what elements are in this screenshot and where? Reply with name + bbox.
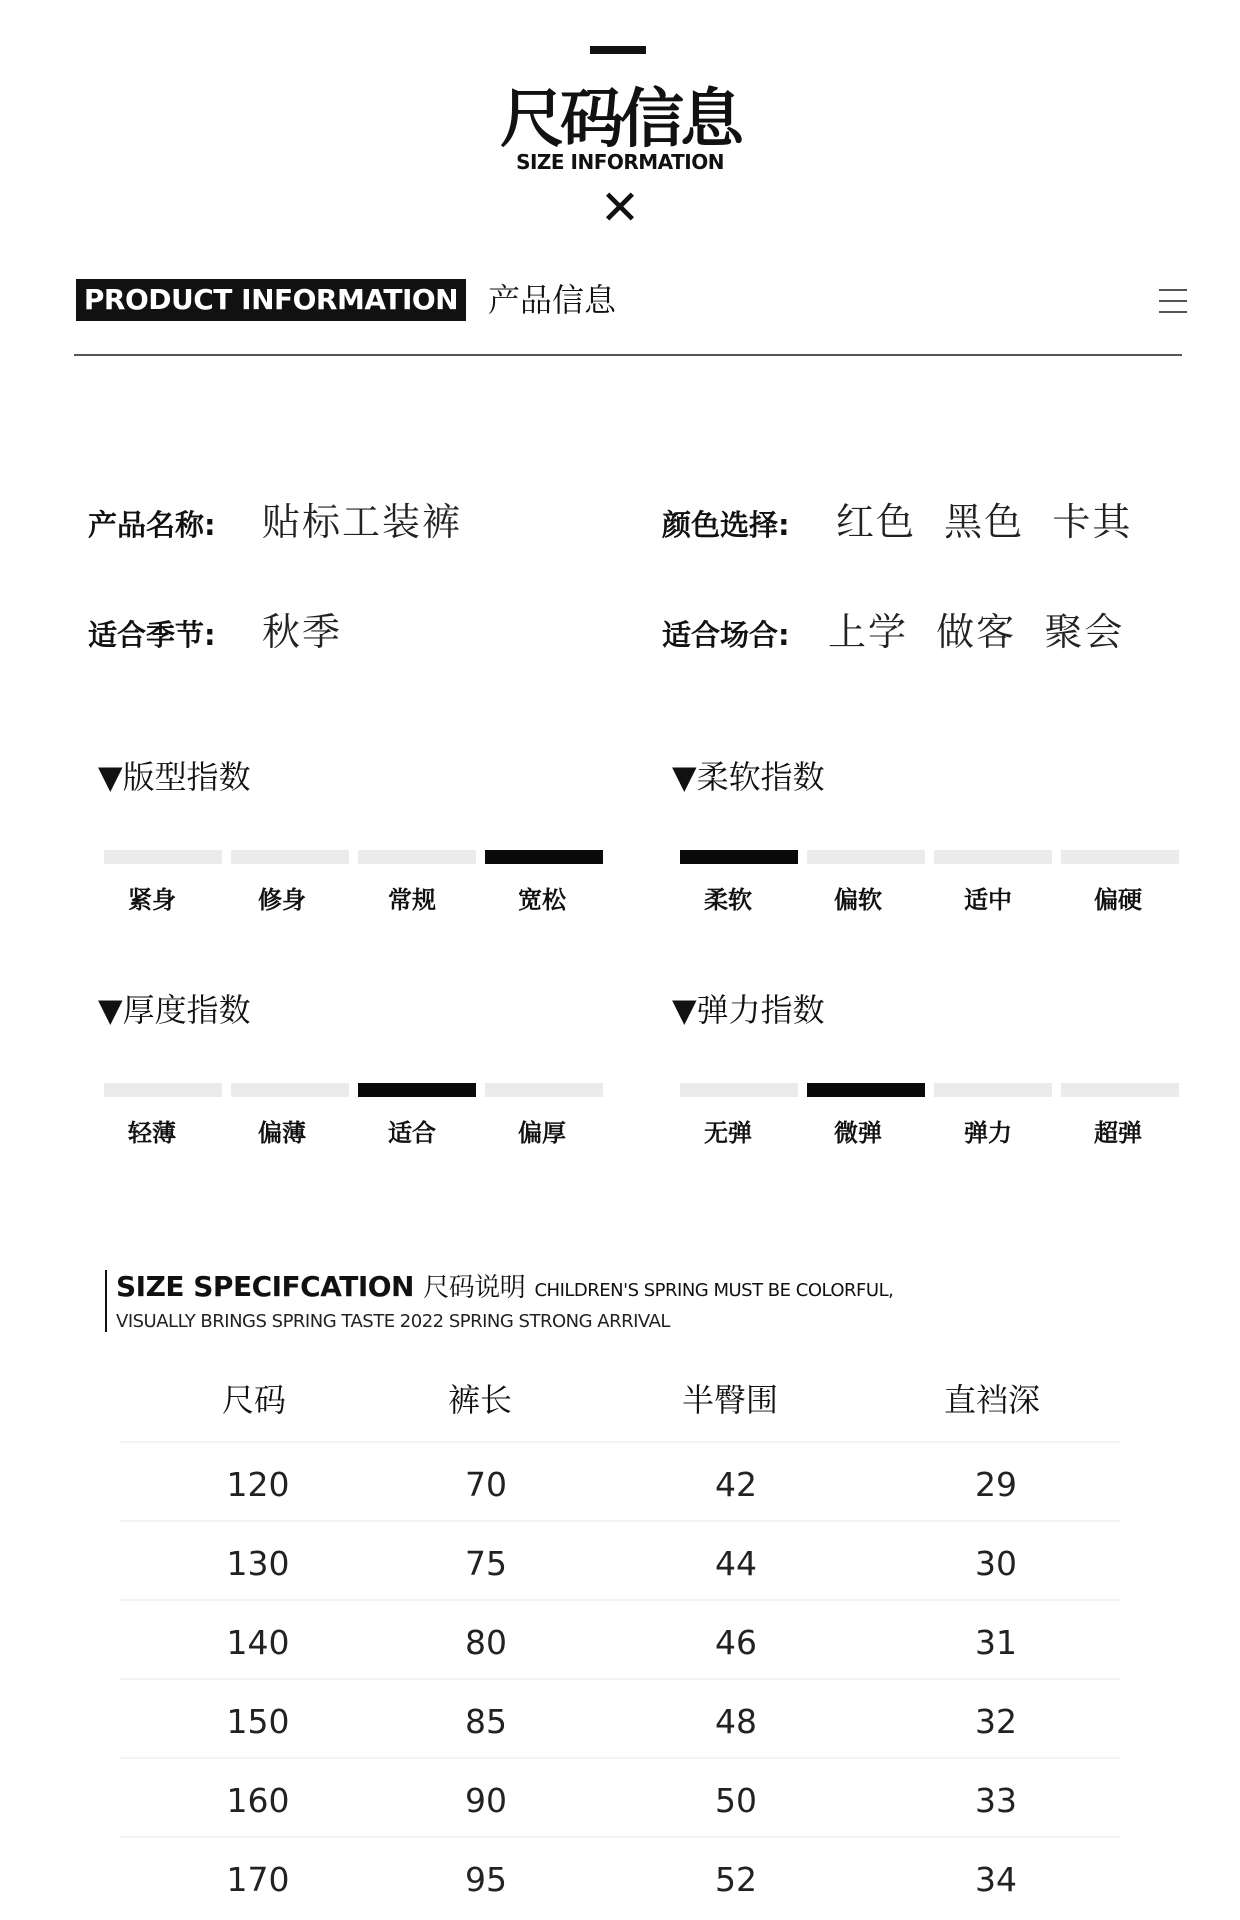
scale-segment [104,850,222,864]
scale-segment [104,1083,222,1097]
fit-option: 宽松 [518,886,566,914]
table-cell: 70 [465,1465,507,1504]
table-cell: 170 [226,1860,290,1899]
fit-index-title: ▼版型指数 [98,758,251,796]
scale-segment-selected [807,1083,925,1097]
table-cell: 46 [715,1623,757,1662]
column-header: 直裆深 [943,1381,1040,1419]
column-header: 裤长 [447,1381,512,1419]
table-cell: 31 [975,1623,1017,1662]
elasticity-option: 微弹 [834,1119,882,1147]
size-spec-heading [116,1270,893,1308]
season-value: 秋季 [262,610,343,654]
softness-index-title: ▼柔软指数 [672,758,825,796]
size-spec-title-en: SIZE SPECIFCATION [116,1270,414,1303]
thickness-option: 偏厚 [518,1119,566,1147]
thickness-option: 偏薄 [258,1119,306,1147]
table-cell: 130 [226,1544,290,1583]
table-cell: 85 [465,1702,507,1741]
spec-accent-rule [105,1270,107,1332]
product-information-cn-label: 产品信息 [488,281,617,319]
scale-segment [934,1083,1052,1097]
row-divider [120,1678,1120,1680]
scale-segment [358,850,476,864]
elasticity-index-title: ▼弹力指数 [672,991,825,1029]
table-cell: 29 [975,1465,1017,1504]
softness-index-scale [680,850,1180,864]
table-cell: 150 [226,1702,290,1741]
close-icon: ✕ [599,180,641,236]
table-cell: 120 [226,1465,290,1504]
row-divider [120,1757,1120,1759]
table-cell: 44 [715,1544,757,1583]
fit-option: 紧身 [128,886,176,914]
elasticity-index-scale [680,1083,1180,1097]
thickness-option: 轻薄 [128,1119,176,1147]
scale-segment [231,1083,349,1097]
column-header: 尺码 [221,1381,286,1419]
table-cell: 34 [975,1860,1017,1899]
scale-segment [1061,850,1179,864]
softness-option: 偏软 [834,886,882,914]
scale-segment [807,850,925,864]
table-cell: 80 [465,1623,507,1662]
row-divider [120,1599,1120,1601]
occasion-label: 适合场合: [662,618,790,652]
product-name-label: 产品名称: [88,508,216,542]
column-header: 半臀围 [681,1381,778,1419]
table-cell: 160 [226,1781,290,1820]
table-cell: 33 [975,1781,1017,1820]
header-top-bar [590,46,646,54]
fit-option: 常规 [388,886,436,914]
softness-option: 偏硬 [1094,886,1142,914]
page-subtitle: SIZE INFORMATION [516,150,724,174]
size-spec-tagline-1: CHILDREN'S SPRING MUST BE COLORFUL, [534,1280,894,1301]
row-divider [120,1836,1120,1838]
table-cell: 140 [226,1623,290,1662]
row-divider [120,1520,1120,1522]
table-cell: 48 [715,1702,757,1741]
scale-segment [680,1083,798,1097]
scale-segment-selected [358,1083,476,1097]
color-value: 红色 黑色 卡其 [836,500,1133,544]
thickness-index-title: ▼厚度指数 [98,991,251,1029]
page-title: 尺码信息 [500,83,740,157]
scale-segment-selected [485,850,603,864]
occasion-value: 上学 做客 聚会 [828,610,1125,654]
product-information-label: PRODUCT INFORMATION [76,279,466,321]
elasticity-option: 无弹 [704,1119,752,1147]
scale-segment-selected [680,850,798,864]
table-cell: 50 [715,1781,757,1820]
softness-option: 柔软 [704,886,752,914]
size-spec-title-cn: 尺码说明 [423,1273,526,1303]
scale-segment [231,850,349,864]
fit-option: 修身 [258,886,306,914]
table-cell: 90 [465,1781,507,1820]
scale-segment [1061,1083,1179,1097]
table-cell: 32 [975,1702,1017,1741]
menu-icon[interactable] [1159,289,1187,313]
season-label: 适合季节: [88,618,216,652]
table-cell: 42 [715,1465,757,1504]
softness-option: 适中 [964,886,1012,914]
scale-segment [485,1083,603,1097]
scale-segment [934,850,1052,864]
thickness-index-scale [104,1083,604,1097]
fit-index-scale [104,850,604,864]
size-spec-tagline-2: VISUALLY BRINGS SPRING TASTE 2022 SPRING STRONG ARRIVAL [116,1311,670,1332]
row-divider [120,1441,1120,1443]
product-name-value: 贴标工装裤 [262,500,463,544]
table-cell: 30 [975,1544,1017,1583]
table-cell: 95 [465,1860,507,1899]
color-label: 颜色选择: [662,508,790,542]
elasticity-option: 超弹 [1094,1119,1142,1147]
table-cell: 75 [465,1544,507,1583]
thickness-option: 适合 [388,1119,436,1147]
elasticity-option: 弹力 [964,1119,1012,1147]
section-divider [74,354,1182,356]
table-cell: 52 [715,1860,757,1899]
